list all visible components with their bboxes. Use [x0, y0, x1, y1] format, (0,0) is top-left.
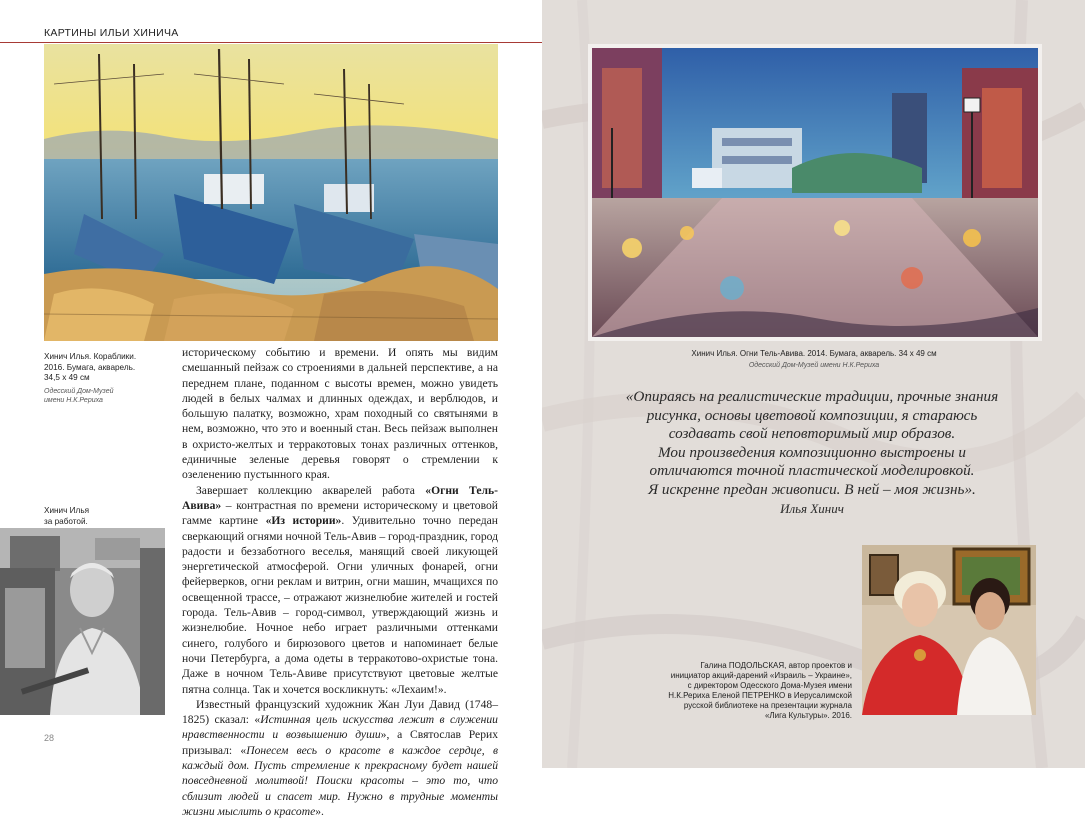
caption-portrait-desc: за работой. [44, 516, 88, 526]
caption-ships-date: 2016. Бумага, акварель. [44, 362, 136, 372]
body-paragraph-2 [182, 483, 498, 697]
caption-photo-line-4: Н.К.Рериха Еленой ПЕТРЕНКО в Иерусалимской [668, 691, 852, 700]
body-p2-title-history: «Из истории» [265, 514, 342, 528]
caption-tel-aviv-title: Хинич Илья. Огни Тель-Авива. 2014. Бумага, акварель. 34 х 49 см [691, 349, 937, 358]
quote-author: Илья Хинич [780, 501, 844, 516]
photo-artist-at-work [0, 528, 165, 715]
painting-ships [44, 44, 498, 341]
body-p2-text-a: Завершает коллекцию акварелей работа [196, 483, 426, 497]
caption-ships-size: 34,5 х 49 см [44, 373, 90, 382]
caption-photo-line-6: «Лига Культуры». 2016. [764, 711, 852, 720]
quote-line-1: «Опираясь на реалистические традиции, прочные знания [625, 388, 999, 405]
article-body [182, 345, 498, 819]
body-p3-quote-david: Истинная цель искусства лежит в служении нравственности и возвышению души [182, 713, 498, 742]
body-p3-text-c: ». [315, 804, 324, 818]
body-paragraph-1: историческому событию и времени. И опять мы видим смешанный пейзаж со строениями в дальней перспективе, а на переднем плане, поданном с высоты времен, можно увидеть людей в белых чалмах и длинных одеждах, и верблюдов, и большую палатку, возможно, храм походный со святынями в нем, возможно, что это и военный стан. Весь пейзаж выполнен в охристо-желтых и терракотовых тонах различных оттенков, единичные зеленые деревья говорят о стремлении к озеленению пустынного края. [182, 346, 498, 482]
left-page [0, 0, 542, 818]
caption-ships-museum-name: имени Н.К.Рериха [44, 396, 103, 404]
painting-tel-aviv-lights [588, 44, 1042, 341]
quote-line-3: создавать свой неповторимый мир образов. [668, 425, 956, 443]
page-number: 28 [44, 733, 55, 743]
caption-photo [632, 661, 852, 721]
caption-ships [44, 352, 174, 405]
body-p2-title-tel-aviv: «Огни Тель-Авива» [182, 483, 498, 512]
body-p3-text-a: Известный французский художник Жан Луи Давид (1748–1825) сказал: « [182, 697, 498, 727]
body-paragraph-3 [182, 697, 498, 819]
caption-portrait [44, 506, 164, 527]
quote-line-4: Мои произведения композиционно выстроены и [658, 443, 966, 461]
caption-photo-line-3: с директором Одесского Дома-Музея имени [687, 681, 852, 690]
body-p3-quote-roerich: Понесем весь о красоте в каждое сердце, в каждый дом. Пусть стремление к прекрасному будет нашей повседневной молитвой! Поиски красоты – это то, что сблизит людей и спасет мир. Нужно в трудные моменты жизни мыслить о красоте [182, 743, 498, 818]
caption-photo-line-5: русской библиотеке на презентации журнала [683, 701, 852, 710]
body-p2-text-b: – контрастная по времени историческому и цветовой гамме картине [182, 498, 498, 528]
caption-portrait-name: Хинич Илья [44, 506, 90, 515]
header-rule [0, 42, 542, 43]
caption-tel-aviv-museum: Одесский Дом-Музей имени Н.К.Рериха [748, 362, 880, 369]
photo-two-women [862, 545, 1036, 715]
running-head: КАРТИНЫ ИЛЬИ ХИНИЧА [44, 27, 179, 39]
quote-line-2: рисунка, основы цветовой композиции, я стараюсь [646, 406, 978, 424]
quote-line-6: Я искренне предан живописи. В ней – моя жизнь». [648, 480, 976, 498]
body-p3-text-b: », а Святослав Рерих призывал: « [182, 728, 498, 757]
caption-photo-line-1: Галина ПОДОЛЬСКАЯ, автор проектов и [700, 661, 852, 670]
caption-photo-line-2: инициатор акций-дарений «Израиль – Украине», [670, 671, 852, 680]
artist-quote [572, 388, 1052, 500]
right-page [542, 0, 1085, 768]
caption-ships-title: Хинич Илья. Кораблики. [44, 352, 137, 361]
caption-tel-aviv [592, 349, 1036, 371]
body-p2-text-c: . Удивительно точно передан сверкающий огнями ночной Тель-Авив – город-праздник, город радости и беззаботного веселья, манящий своей ликующей энергетической атмосферой. Огни уличных фонарей, огни фейерверков, огни реклам и витрин, огни машин, мчащихся по освещенной трассе, – отражают жизнелюбие жителей и гостей города. Тель-Авив – город-символ, утверждающий жизнь и жизнелюбие. Ночное небо играет различными оттенками синего, голубого и бирюзового цветов и напоминает белые ночи Петербурга, а дома одеты в терракотово-охристые тона. Даже в ночном Тель-Авиве присутствуют цветовые желтые пятна солнца. Так и хочется воскликнуть: «Лехаим!». [182, 514, 498, 696]
caption-ships-museum: Одесский Дом-Музей [44, 387, 114, 395]
quote-line-5: отличаются точной пластической моделировкой. [649, 462, 975, 480]
